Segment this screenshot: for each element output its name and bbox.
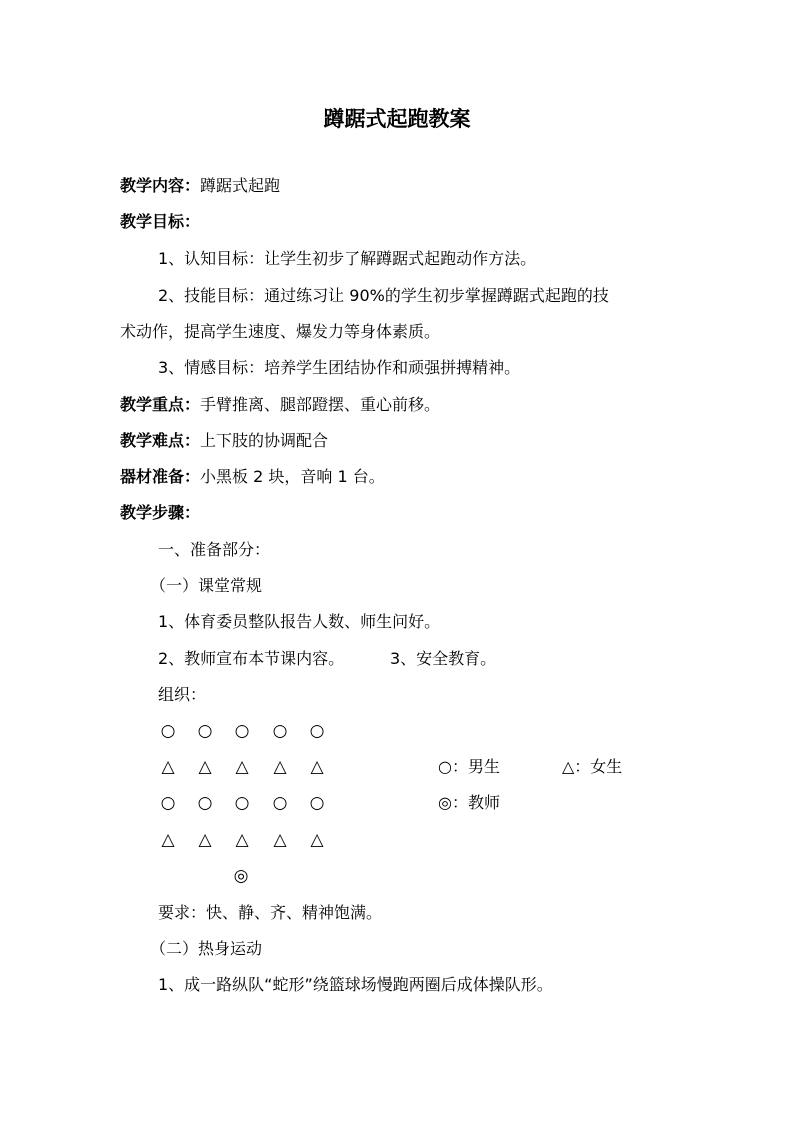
girl-symbol: △: [198, 830, 212, 850]
teaching-content-line: [120, 176, 280, 196]
boy-symbol: ○: [197, 793, 213, 813]
boy-symbol: ○: [197, 721, 213, 741]
boy-symbol: ○: [160, 721, 176, 741]
boy-symbol: ○: [309, 793, 325, 813]
teaching-content-value: 蹲踞式起跑: [200, 176, 281, 195]
boy-symbol: ○: [160, 793, 176, 813]
teaching-key-value: 手臂推离、腿部蹬摆、重心前移。: [200, 395, 441, 414]
warmup-item-1: 1、成一路纵队“蛇形”绕篮球场慢跑两圈后成体操队形。: [158, 975, 553, 994]
boy-symbol: ○: [272, 721, 288, 741]
routine-item-1: 1、体育委员整队报告人数、师生问好。: [158, 612, 441, 631]
teaching-content-label: 教学内容：: [120, 176, 201, 195]
girl-symbol: △: [310, 757, 324, 777]
preparation-part-heading: 一、准备部分：: [158, 540, 271, 559]
teaching-difficulty-line: [120, 431, 328, 451]
organization-label: 组织：: [158, 685, 207, 704]
girl-symbol: △: [273, 757, 287, 777]
class-routine-heading: （一）课堂常规: [150, 576, 263, 595]
girl-symbol: △: [310, 830, 324, 850]
teaching-steps-label: 教学步骤：: [120, 503, 201, 522]
boy-symbol: ○: [309, 721, 325, 741]
goal-skill-line-2: 术动作，提高学生速度、爆发力等身体素质。: [120, 322, 441, 341]
legend-boy: ○：男生: [438, 757, 500, 776]
document-title: 蹲踞式起跑教案: [323, 107, 471, 131]
equipment-label: 器材准备：: [120, 467, 201, 486]
requirement-line: 要求：快、静、齐、精神饱满。: [158, 903, 383, 922]
girl-symbol: △: [273, 830, 287, 850]
boy-symbol: ○: [234, 793, 250, 813]
teaching-difficulty-label: 教学难点：: [120, 431, 201, 450]
girl-symbol: △: [198, 757, 212, 777]
routine-item-2: 2、教师宣布本节课内容。: [158, 649, 345, 668]
goal-skill-line-1: 2、技能目标：通过练习让 90%的学生初步掌握蹲踞式起跑的技: [158, 286, 609, 305]
equipment-value: 小黑板 2 块，音响 1 台。: [200, 467, 385, 486]
warmup-heading: （二）热身运动: [150, 939, 263, 958]
goal-emotional: 3、情感目标：培养学生团结协作和顽强拼搏精神。: [158, 358, 521, 377]
boy-symbol: ○: [272, 793, 288, 813]
teaching-goals-label: 教学目标：: [120, 212, 201, 231]
legend-girl: △：女生: [562, 757, 623, 776]
girl-symbol: △: [161, 757, 175, 777]
routine-item-3: 3、安全教育。: [390, 649, 497, 668]
goal-cognitive: 1、认知目标：让学生初步了解蹲踞式起跑动作方法。: [158, 249, 537, 268]
boy-symbol: ○: [234, 721, 250, 741]
legend-teacher: ◎：教师: [438, 793, 500, 812]
teaching-key-line: [120, 395, 440, 415]
equipment-line: [120, 467, 385, 487]
girl-symbol: △: [235, 830, 249, 850]
teaching-difficulty-value: 上下肢的协调配合: [200, 431, 329, 450]
girl-symbol: △: [235, 757, 249, 777]
teaching-key-label: 教学重点：: [120, 395, 201, 414]
teacher-symbol: ◎: [233, 866, 249, 886]
girl-symbol: △: [161, 830, 175, 850]
